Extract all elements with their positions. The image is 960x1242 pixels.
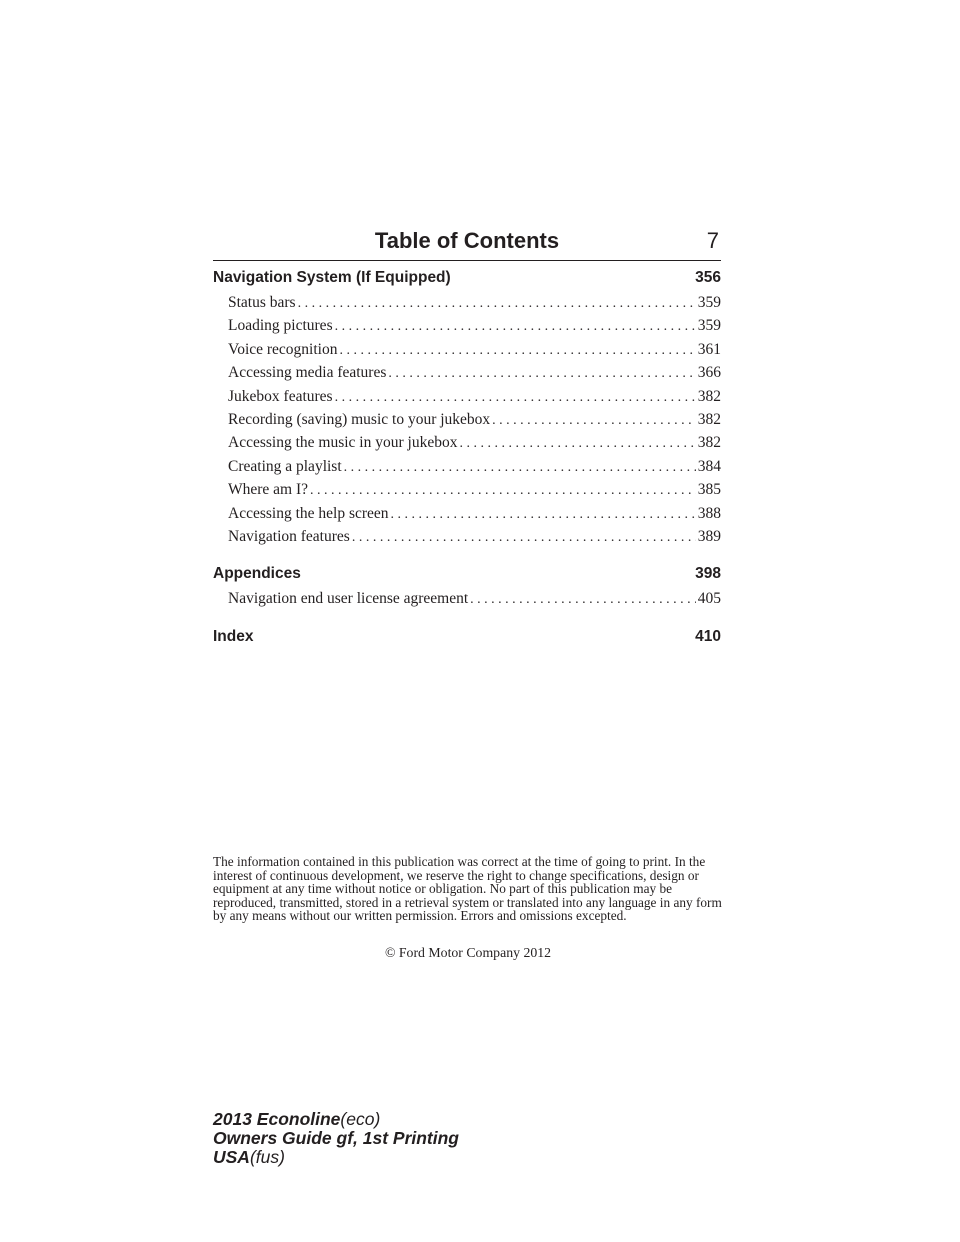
dot-leader bbox=[470, 592, 696, 608]
section-page: 398 bbox=[695, 565, 721, 583]
toc-entry[interactable] bbox=[228, 590, 721, 613]
section-page: 356 bbox=[695, 269, 721, 286]
toc-section-heading[interactable] bbox=[213, 269, 721, 289]
entry-page: 361 bbox=[697, 340, 721, 358]
toc-entry[interactable] bbox=[228, 528, 721, 551]
entry-label: Jukebox features bbox=[228, 387, 333, 405]
print-footer bbox=[213, 1110, 459, 1167]
section-spacer bbox=[213, 551, 721, 565]
toc-entry[interactable] bbox=[228, 388, 721, 411]
toc-entry[interactable] bbox=[228, 411, 721, 434]
table-of-contents bbox=[213, 269, 721, 648]
entry-page: 385 bbox=[697, 481, 721, 499]
toc-entry-list bbox=[213, 590, 721, 613]
toc-entry[interactable] bbox=[228, 294, 721, 317]
entry-label: Accessing the music in your jukebox bbox=[228, 434, 458, 452]
entry-label: Voice recognition bbox=[228, 340, 338, 358]
footer-line-market bbox=[213, 1148, 459, 1167]
toc-section-heading[interactable] bbox=[213, 628, 721, 648]
toc-entry[interactable] bbox=[228, 364, 721, 387]
entry-label: Accessing the help screen bbox=[228, 504, 389, 522]
dot-leader bbox=[339, 343, 695, 359]
section-title: Index bbox=[213, 627, 254, 645]
toc-entry[interactable] bbox=[228, 434, 721, 457]
toc-entry[interactable] bbox=[228, 505, 721, 528]
entry-label: Status bars bbox=[228, 294, 296, 311]
section-title: Appendices bbox=[213, 565, 301, 583]
toc-section-heading[interactable] bbox=[213, 565, 721, 585]
entry-page: 389 bbox=[697, 527, 721, 545]
entry-page: 405 bbox=[697, 590, 721, 608]
footer-market: USA bbox=[213, 1147, 250, 1167]
entry-label: Accessing media features bbox=[228, 364, 387, 382]
copyright-notice: © Ford Motor Company 2012 bbox=[384, 945, 552, 960]
dot-leader bbox=[388, 366, 695, 382]
footer-guide: Owners Guide gf, 1st Printing bbox=[213, 1128, 459, 1148]
page-header bbox=[213, 224, 721, 261]
dot-leader bbox=[344, 460, 696, 476]
section-page: 410 bbox=[695, 627, 721, 645]
entry-page: 382 bbox=[697, 434, 721, 452]
page-title: Table of Contents bbox=[374, 228, 560, 253]
dot-leader bbox=[459, 436, 695, 452]
toc-entry-list bbox=[213, 294, 721, 551]
footer-market-code: (fus) bbox=[249, 1147, 285, 1167]
toc-entry[interactable] bbox=[228, 481, 721, 504]
toc-entry[interactable] bbox=[228, 317, 721, 340]
footer-line-model bbox=[213, 1110, 459, 1129]
entry-page: 388 bbox=[697, 504, 721, 522]
entry-page: 366 bbox=[697, 364, 721, 382]
toc-entry[interactable] bbox=[228, 458, 721, 481]
entry-page: 382 bbox=[697, 410, 721, 428]
dot-leader bbox=[352, 530, 696, 546]
entry-label: Navigation features bbox=[228, 527, 350, 545]
section-spacer bbox=[213, 614, 721, 628]
entry-label: Creating a playlist bbox=[228, 457, 342, 475]
entry-label: Recording (saving) music to your jukebox bbox=[228, 410, 491, 428]
entry-page: 384 bbox=[697, 457, 721, 475]
dot-leader bbox=[298, 296, 696, 312]
entry-page: 359 bbox=[697, 317, 721, 335]
dot-leader bbox=[492, 413, 696, 429]
page-number: 7 bbox=[706, 228, 719, 253]
entry-page: 382 bbox=[697, 387, 721, 405]
entry-page: 359 bbox=[697, 294, 721, 311]
section-title: Navigation System (If Equipped) bbox=[213, 269, 451, 286]
footer-model-code: (eco) bbox=[340, 1109, 381, 1129]
entry-label: Where am I? bbox=[228, 481, 309, 499]
entry-label: Loading pictures bbox=[228, 317, 333, 335]
legal-disclaimer: The information contained in this publication was correct at the time of going to print. In the interest of continuous development, we reserve the right to change specifications, design or equipment at any time without notice or obligation. No part of this publication may be reproduced, transmitted, stored in a retrieval system or translated into any language in any form by any means without our written permission. Errors and omissions excepted. bbox=[213, 854, 722, 923]
dot-leader bbox=[391, 507, 696, 523]
toc-entry[interactable] bbox=[228, 341, 721, 364]
footer-line-guide bbox=[213, 1129, 459, 1148]
entry-label: Navigation end user license agreement bbox=[228, 590, 469, 608]
dot-leader bbox=[335, 390, 696, 406]
footer-model: 2013 Econoline bbox=[213, 1109, 341, 1129]
dot-leader bbox=[310, 483, 696, 499]
dot-leader bbox=[335, 319, 696, 335]
